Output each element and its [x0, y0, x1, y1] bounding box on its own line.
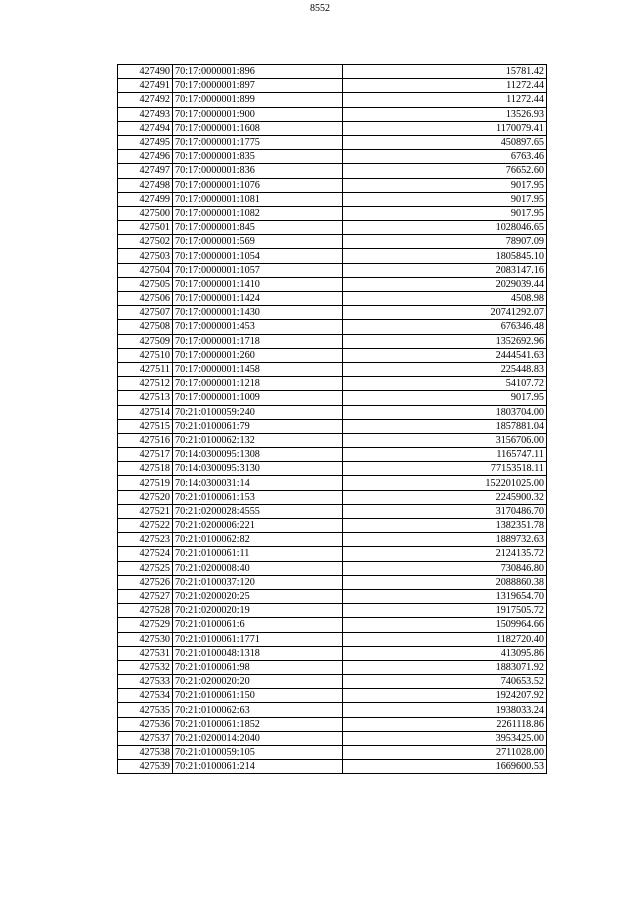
cadastral-number-cell: 70:17:0000001:845: [173, 221, 343, 235]
cadastral-value-cell: 1938033.24: [343, 703, 547, 717]
row-number-cell: 427529: [118, 618, 173, 632]
row-number-cell: 427526: [118, 575, 173, 589]
table-row: [118, 731, 547, 745]
cadastral-value-cell: 9017.95: [343, 206, 547, 220]
cadastral-number-cell: 70:17:0000001:836: [173, 164, 343, 178]
cadastral-number-cell: 70:17:0000001:1054: [173, 249, 343, 263]
cadastral-number-cell: 70:21:0200020:25: [173, 589, 343, 603]
table-row: [118, 689, 547, 703]
table-row: [118, 206, 547, 220]
cadastral-number-cell: 70:17:0000001:1009: [173, 391, 343, 405]
table-row: [118, 433, 547, 447]
table-row: [118, 561, 547, 575]
cadastral-value-cell: 2029039.44: [343, 277, 547, 291]
row-number-cell: 427537: [118, 731, 173, 745]
cadastral-value-cell: 1170079.41: [343, 121, 547, 135]
cadastral-value-cell: 9017.95: [343, 391, 547, 405]
cadastral-number-cell: 70:21:0100062:132: [173, 433, 343, 447]
cadastral-number-cell: 70:17:0000001:1718: [173, 334, 343, 348]
cadastral-number-cell: 70:21:0200028:4555: [173, 504, 343, 518]
table-row: [118, 746, 547, 760]
table-row: [118, 263, 547, 277]
cadastral-number-cell: 70:17:0000001:1410: [173, 277, 343, 291]
cadastral-value-cell: 450897.65: [343, 135, 547, 149]
cadastral-number-cell: 70:21:0100061:153: [173, 490, 343, 504]
table-row: [118, 405, 547, 419]
table-row: [118, 717, 547, 731]
table-row: [118, 377, 547, 391]
row-number-cell: 427510: [118, 348, 173, 362]
cadastral-number-cell: 70:21:0100048:1318: [173, 646, 343, 660]
cadastral-number-cell: 70:17:0000001:1458: [173, 362, 343, 376]
cadastral-number-cell: 70:17:0000001:896: [173, 65, 343, 79]
cadastral-number-cell: 70:21:0200008:40: [173, 561, 343, 575]
cadastral-value-cell: 9017.95: [343, 192, 547, 206]
cadastral-number-cell: 70:21:0100059:105: [173, 746, 343, 760]
cadastral-value-cell: 76652.60: [343, 164, 547, 178]
cadastral-value-cell: 2444541.63: [343, 348, 547, 362]
row-number-cell: 427517: [118, 448, 173, 462]
table-row: [118, 121, 547, 135]
table-row: [118, 646, 547, 660]
table-row: [118, 65, 547, 79]
row-number-cell: 427498: [118, 178, 173, 192]
row-number-cell: 427516: [118, 433, 173, 447]
cadastral-value-table: [117, 64, 547, 774]
row-number-cell: 427507: [118, 306, 173, 320]
cadastral-number-cell: 70:17:0000001:1424: [173, 292, 343, 306]
table-row: [118, 476, 547, 490]
table-row: [118, 107, 547, 121]
cadastral-number-cell: 70:17:0000001:899: [173, 93, 343, 107]
row-number-cell: 427512: [118, 377, 173, 391]
cadastral-value-cell: 676346.48: [343, 320, 547, 334]
cadastral-value-cell: 77153518.11: [343, 462, 547, 476]
row-number-cell: 427520: [118, 490, 173, 504]
cadastral-value-cell: 11272.44: [343, 79, 547, 93]
table-row: [118, 79, 547, 93]
row-number-cell: 427536: [118, 717, 173, 731]
cadastral-value-cell: 2083147.16: [343, 263, 547, 277]
table-row: [118, 292, 547, 306]
cadastral-value-cell: 1382351.78: [343, 519, 547, 533]
row-number-cell: 427514: [118, 405, 173, 419]
row-number-cell: 427493: [118, 107, 173, 121]
cadastral-number-cell: 70:17:0000001:1218: [173, 377, 343, 391]
row-number-cell: 427502: [118, 235, 173, 249]
table-row: [118, 589, 547, 603]
table-row: [118, 334, 547, 348]
cadastral-value-cell: 2261118.86: [343, 717, 547, 731]
table-row: [118, 604, 547, 618]
row-number-cell: 427530: [118, 632, 173, 646]
cadastral-value-cell: 9017.95: [343, 178, 547, 192]
row-number-cell: 427511: [118, 362, 173, 376]
cadastral-value-cell: 1803704.00: [343, 405, 547, 419]
table-row: [118, 533, 547, 547]
row-number-cell: 427492: [118, 93, 173, 107]
cadastral-value-cell: 1165747.11: [343, 448, 547, 462]
cadastral-number-cell: 70:21:0100059:240: [173, 405, 343, 419]
row-number-cell: 427525: [118, 561, 173, 575]
row-number-cell: 427503: [118, 249, 173, 263]
table-row: [118, 462, 547, 476]
cadastral-number-cell: 70:21:0100061:214: [173, 760, 343, 774]
cadastral-number-cell: 70:17:0000001:1775: [173, 135, 343, 149]
cadastral-value-cell: 6763.46: [343, 150, 547, 164]
row-number-cell: 427527: [118, 589, 173, 603]
table-row: [118, 575, 547, 589]
cadastral-value-cell: 3170486.70: [343, 504, 547, 518]
cadastral-value-cell: 1669600.53: [343, 760, 547, 774]
cadastral-value-cell: 1889732.63: [343, 533, 547, 547]
cadastral-value-cell: 4508.98: [343, 292, 547, 306]
cadastral-value-cell: 225448.83: [343, 362, 547, 376]
cadastral-value-cell: 1805845.10: [343, 249, 547, 263]
cadastral-value-cell: 730846.80: [343, 561, 547, 575]
row-number-cell: 427528: [118, 604, 173, 618]
cadastral-number-cell: 70:17:0000001:897: [173, 79, 343, 93]
cadastral-number-cell: 70:21:0100061:1771: [173, 632, 343, 646]
cadastral-number-cell: 70:17:0000001:1057: [173, 263, 343, 277]
cadastral-number-cell: 70:14:0300095:1308: [173, 448, 343, 462]
cadastral-value-cell: 13526.93: [343, 107, 547, 121]
cadastral-value-cell: 740653.52: [343, 675, 547, 689]
cadastral-number-cell: 70:21:0100061:150: [173, 689, 343, 703]
table-row: [118, 632, 547, 646]
table-row: [118, 547, 547, 561]
table-row: [118, 362, 547, 376]
cadastral-value-cell: 413095.86: [343, 646, 547, 660]
row-number-cell: 427518: [118, 462, 173, 476]
table-row: [118, 504, 547, 518]
row-number-cell: 427497: [118, 164, 173, 178]
row-number-cell: 427519: [118, 476, 173, 490]
table-row: [118, 448, 547, 462]
table-row: [118, 760, 547, 774]
row-number-cell: 427523: [118, 533, 173, 547]
cadastral-value-cell: 3953425.00: [343, 731, 547, 745]
row-number-cell: 427494: [118, 121, 173, 135]
row-number-cell: 427501: [118, 221, 173, 235]
cadastral-value-cell: 1319654.70: [343, 589, 547, 603]
cadastral-number-cell: 70:21:0100061:98: [173, 660, 343, 674]
cadastral-value-cell: 2711028.00: [343, 746, 547, 760]
row-number-cell: 427515: [118, 419, 173, 433]
table-body: [118, 65, 547, 774]
cadastral-value-cell: 20741292.07: [343, 306, 547, 320]
cadastral-value-cell: 3156706.00: [343, 433, 547, 447]
table-row: [118, 277, 547, 291]
table-row: [118, 675, 547, 689]
cadastral-value-cell: 78907.09: [343, 235, 547, 249]
cadastral-value-cell: 1857881.04: [343, 419, 547, 433]
cadastral-value-cell: 2088860.38: [343, 575, 547, 589]
cadastral-value-cell: 1509964.66: [343, 618, 547, 632]
table-row: [118, 135, 547, 149]
cadastral-number-cell: 70:17:0000001:569: [173, 235, 343, 249]
table-row: [118, 249, 547, 263]
table-row: [118, 235, 547, 249]
cadastral-value-cell: 152201025.00: [343, 476, 547, 490]
cadastral-number-cell: 70:21:0200020:20: [173, 675, 343, 689]
cadastral-number-cell: 70:17:0000001:1608: [173, 121, 343, 135]
cadastral-number-cell: 70:17:0000001:1076: [173, 178, 343, 192]
cadastral-number-cell: 70:17:0000001:1082: [173, 206, 343, 220]
cadastral-number-cell: 70:21:0100061:11: [173, 547, 343, 561]
cadastral-value-cell: 1883071.92: [343, 660, 547, 674]
cadastral-value-cell: 54107.72: [343, 377, 547, 391]
cadastral-value-cell: 1182720.40: [343, 632, 547, 646]
row-number-cell: 427490: [118, 65, 173, 79]
table-row: [118, 391, 547, 405]
row-number-cell: 427513: [118, 391, 173, 405]
cadastral-number-cell: 70:21:0200020:19: [173, 604, 343, 618]
table-row: [118, 93, 547, 107]
row-number-cell: 427524: [118, 547, 173, 561]
cadastral-number-cell: 70:17:0000001:260: [173, 348, 343, 362]
row-number-cell: 427504: [118, 263, 173, 277]
table-row: [118, 490, 547, 504]
cadastral-number-cell: 70:21:0200006:221: [173, 519, 343, 533]
row-number-cell: 427495: [118, 135, 173, 149]
cadastral-value-cell: 2245900.32: [343, 490, 547, 504]
table-row: [118, 519, 547, 533]
row-number-cell: 427534: [118, 689, 173, 703]
cadastral-number-cell: 70:14:0300095:3130: [173, 462, 343, 476]
cadastral-number-cell: 70:17:0000001:1430: [173, 306, 343, 320]
cadastral-number-cell: 70:21:0200014:2040: [173, 731, 343, 745]
cadastral-value-cell: 1917505.72: [343, 604, 547, 618]
row-number-cell: 427496: [118, 150, 173, 164]
cadastral-number-cell: 70:17:0000001:835: [173, 150, 343, 164]
table-row: [118, 660, 547, 674]
cadastral-value-cell: 1924207.92: [343, 689, 547, 703]
cadastral-number-cell: 70:21:0100062:63: [173, 703, 343, 717]
cadastral-number-cell: 70:17:0000001:453: [173, 320, 343, 334]
cadastral-number-cell: 70:14:0300031:14: [173, 476, 343, 490]
cadastral-value-cell: 15781.42: [343, 65, 547, 79]
cadastral-value-cell: 2124135.72: [343, 547, 547, 561]
cadastral-number-cell: 70:17:0000001:900: [173, 107, 343, 121]
row-number-cell: 427521: [118, 504, 173, 518]
cadastral-number-cell: 70:21:0100061:79: [173, 419, 343, 433]
page-number: 8552: [310, 3, 330, 14]
row-number-cell: 427508: [118, 320, 173, 334]
table-row: [118, 164, 547, 178]
row-number-cell: 427535: [118, 703, 173, 717]
table-row: [118, 703, 547, 717]
row-number-cell: 427538: [118, 746, 173, 760]
cadastral-number-cell: 70:21:0100061:6: [173, 618, 343, 632]
row-number-cell: 427491: [118, 79, 173, 93]
table-row: [118, 348, 547, 362]
cadastral-number-cell: 70:21:0100037:120: [173, 575, 343, 589]
cadastral-number-cell: 70:21:0100062:82: [173, 533, 343, 547]
table-row: [118, 150, 547, 164]
row-number-cell: 427505: [118, 277, 173, 291]
row-number-cell: 427531: [118, 646, 173, 660]
table-row: [118, 192, 547, 206]
table-row: [118, 221, 547, 235]
table-row: [118, 320, 547, 334]
row-number-cell: 427506: [118, 292, 173, 306]
table-row: [118, 306, 547, 320]
row-number-cell: 427533: [118, 675, 173, 689]
cadastral-value-cell: 1352692.96: [343, 334, 547, 348]
row-number-cell: 427499: [118, 192, 173, 206]
cadastral-value-cell: 1028046.65: [343, 221, 547, 235]
row-number-cell: 427522: [118, 519, 173, 533]
cadastral-number-cell: 70:17:0000001:1081: [173, 192, 343, 206]
row-number-cell: 427500: [118, 206, 173, 220]
cadastral-value-cell: 11272.44: [343, 93, 547, 107]
table-row: [118, 178, 547, 192]
table-row: [118, 419, 547, 433]
cadastral-number-cell: 70:21:0100061:1852: [173, 717, 343, 731]
row-number-cell: 427509: [118, 334, 173, 348]
table-row: [118, 618, 547, 632]
row-number-cell: 427532: [118, 660, 173, 674]
row-number-cell: 427539: [118, 760, 173, 774]
